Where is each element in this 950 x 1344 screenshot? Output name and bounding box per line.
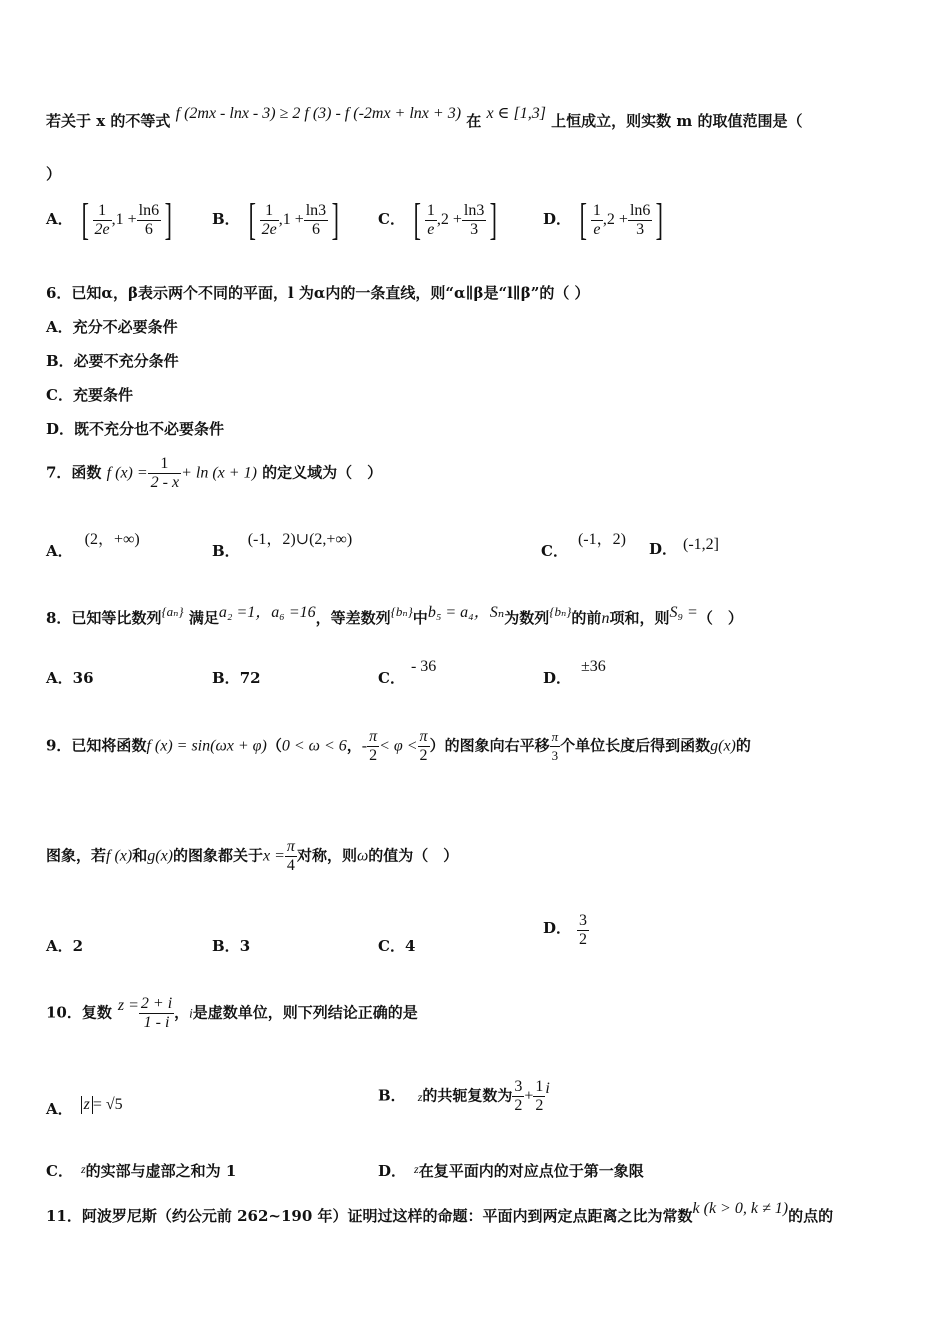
q7-tail: + ln (x + 1) (181, 464, 257, 482)
q10-option-d[interactable]: D． $^z$在复平面内的对应点位于第一象限 (378, 1162, 644, 1180)
option-label: B． (212, 210, 240, 228)
q9-option-b[interactable]: B．3 (212, 937, 251, 955)
q10-option-b[interactable]: B． z的共轭复数为 $\frac{3}{2}$ + $\frac{1}{2}$ i (378, 1078, 550, 1114)
q6-option-b[interactable]: B．必要不充分条件 (46, 352, 179, 370)
q8-option-b[interactable]: B．72 (212, 669, 261, 687)
q7-option-c[interactable]: C．(-1，2) (541, 531, 626, 560)
q8-option-a[interactable]: A．36 (46, 669, 94, 687)
q10-option-a[interactable]: A． z = √5 (46, 1096, 123, 1118)
option-label: A． (46, 210, 73, 228)
q9-option-a[interactable]: A．2 (46, 937, 84, 955)
q7-option-b[interactable]: B．(-1，2)∪(2,+∞) (212, 531, 353, 560)
q5-stem-end: ） (46, 165, 62, 183)
q5-stem (46, 105, 803, 131)
q7-stem-b: 的定义域为（ ） (262, 463, 383, 482)
option-label: D． (543, 210, 572, 228)
q5-domain: x ∈ [1,3] (486, 105, 546, 122)
q5-option-a[interactable]: A． [ $\frac{1}{2e}$ ,1 + $\frac{\ln 6}{6}$ ] (46, 195, 173, 244)
q6-option-c[interactable]: C．充要条件 (46, 386, 133, 404)
q5-option-b[interactable]: B． [ $\frac{1}{2e}$ ,1 + $\frac{\ln 3}{6}$ ] (212, 195, 340, 244)
q7-fx: f (x) = (106, 464, 148, 482)
q8-an: {aₙ} (161, 604, 184, 619)
q8-option-d[interactable]: D．±36 (543, 658, 606, 687)
q10-stem: 10．复数 z = $\frac{2 + i}{1 - i}$ ，i是虚数单位，则下列结论正确的是 (46, 995, 418, 1031)
q6-option-a[interactable]: A．充分不必要条件 (46, 318, 178, 336)
q5-stem-a: 若关于 x 的不等式 (46, 112, 171, 130)
q7-option-d[interactable]: D． (-1,2] (649, 536, 719, 558)
q6-option-d[interactable]: D．既不充分也不必要条件 (46, 420, 225, 438)
q11-stem: 11．阿波罗尼斯（约公元前 262~190 年）证明过这样的命题：平面内到两定点距离之比为常数k (k > 0, k ≠ 1)的点的 (46, 1200, 834, 1225)
q9-option-d[interactable]: D． $\frac{3}{2}$ (543, 912, 588, 948)
q8-stem: 8．已知等比数列{aₙ} 满足a₂ =1，a₆ =16，等差数列{bₙ}中b₅ = a₄，Sₙ为数列{bₙ}的前n项和，则S₉ =（ ） (46, 604, 743, 627)
q9-stem-2: 图象，若f (x)和g(x)的图象都关于x = $\frac{\pi}{4}$ 对称，则ω的值为（ ） (46, 838, 459, 874)
q5-option-c[interactable]: C． [ $\frac{1}{e}$ ,2 + $\frac{\ln 3}{3}$ ] (378, 195, 498, 244)
q7-stem-a: 7．函数 (46, 463, 102, 482)
q8-option-c[interactable]: C．- 36 (378, 658, 437, 687)
q5-option-d[interactable]: D． [ $\frac{1}{e}$ ,2 + $\frac{\ln 6}{3}$ ] (543, 195, 664, 244)
q5-stem-b: 在 (466, 112, 482, 130)
q7-option-a[interactable]: A．(2，+∞) (46, 531, 140, 560)
q5-stem-c: 上恒成立，则实数 m 的取值范围是（ (551, 112, 803, 130)
q6-stem: 6．已知α，β表示两个不同的平面，l 为α内的一条直线，则“α∥β是“l∥β”的（ ） (46, 284, 590, 302)
q9-stem: 9．已知将函数f (x) = sin(ωx + φ)（0 < ω < 6，- $\frac{\pi}{2}$ < φ < $\frac{\pi}{2}$ ）的图象向右平移 $\frac{\pi}{3}$ 个单位长度后得到函数g(x)的 (46, 728, 751, 764)
q9-option-c[interactable]: C．4 (378, 937, 416, 955)
q5-inequality: f (2mx - lnx - 3) ≥ 2 f (3) - f (-2mx + lnx + 3) (175, 105, 462, 122)
q10-option-c[interactable]: C． $^z$的实部与虚部之和为 1 (46, 1162, 237, 1180)
q7-stem: 7．函数 f (x) = $\frac{1}{2 - x}$ + ln (x + 1) 的定义域为（ ） (46, 455, 383, 491)
option-label: C． (378, 210, 405, 228)
